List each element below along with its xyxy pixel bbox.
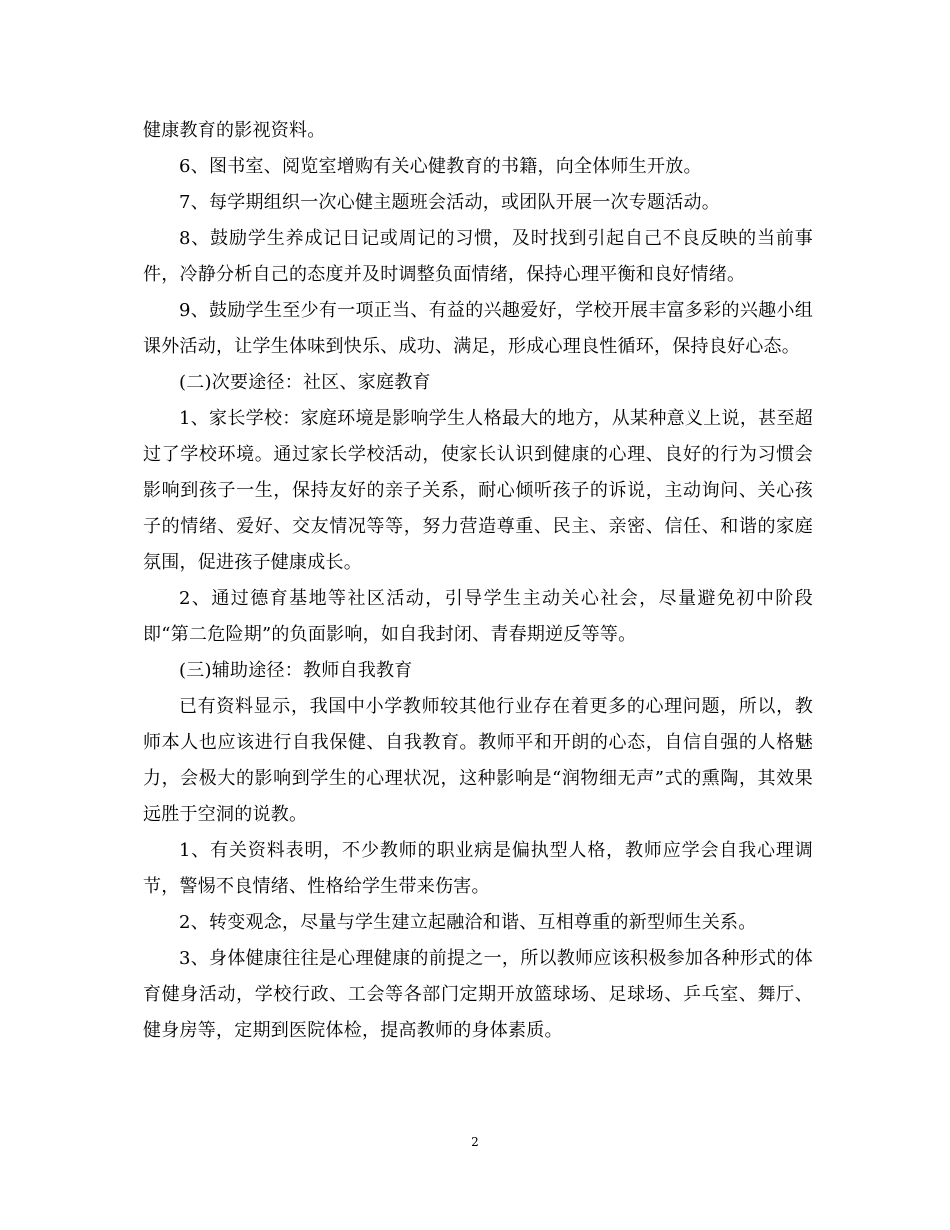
paragraph-item-8: 8、鼓励学生养成记日记或周记的习惯，及时找到引起自己不良反映的当前事件，冷静分析自己的态度并及时调整负面情绪，保持心理平衡和良好情绪。 <box>143 228 813 285</box>
paragraph-item-6: 6、图书室、阅览室增购有关心健教育的书籍，向全体师生开放。 <box>179 156 702 177</box>
paragraph-community-activity: 2、通过德育基地等社区活动，引导学生主动关心社会，尽量避免初中阶段即“第二危险期”的负面影响，如自我封闭、青春期逆反等等。 <box>143 588 813 645</box>
paragraph-teacher-item-2: 2、转变观念，尽量与学生建立起融洽和谐、互相尊重的新型师生关系。 <box>179 912 757 933</box>
paragraph-continuation: 健康教育的影视资料。 <box>143 120 326 141</box>
page-number: 2 <box>471 1135 479 1149</box>
section-heading-auxiliary-path: (三)辅助途径：教师自我教育 <box>179 660 413 681</box>
paragraph-item-9: 9、鼓励学生至少有一项正当、有益的兴趣爱好，学校开展丰富多彩的兴趣小组课外活动，让学生体味到快乐、成功、满足，形成心理良性循环，保持良好心态。 <box>143 300 813 357</box>
paragraph-parent-school: 1、家长学校：家庭环境是影响学生人格最大的地方，从某种意义上说，甚至超过了学校环境。通过家长学校活动，使家长认识到健康的心理、良好的行为习惯会影响到孩子一生，保持友好的亲子关系，耐心倾听孩子的诉说，主动询问、关心孩子的情绪、爱好、交友情况等等，努力营造尊重、民主、亲密、信任、和谐的家庭氛围，促进孩子健康成长。 <box>143 408 813 573</box>
paragraph-teacher-item-3: 3、身体健康往往是心理健康的前提之一，所以教师应该积极参加各种形式的体育健身活动，学校行政、工会等各部门定期开放篮球场、足球场、乒乓室、舞厅、健身房等，定期到医院体检，提高教师的身体素质。 <box>143 948 813 1041</box>
paragraph-teacher-intro: 已有资料显示，我国中小学教师较其他行业存在着更多的心理问题，所以，教师本人也应该进行自我保健、自我教育。教师平和开朗的心态，自信自强的人格魅力，会极大的影响到学生的心理状况，这种影响是“润物细无声”式的熏陶，其效果远胜于空洞的说教。 <box>143 696 813 825</box>
document-body <box>143 113 813 1049</box>
section-heading-secondary-path: (二)次要途径：社区、家庭教育 <box>179 372 431 393</box>
paragraph-teacher-item-1: 1、有关资料表明，不少教师的职业病是偏执型人格，教师应学会自我心理调节，警惕不良情绪、性格给学生带来伤害。 <box>143 840 813 897</box>
paragraph-item-7: 7、每学期组织一次心健主题班会活动，或团队开展一次专题活动。 <box>179 192 720 213</box>
